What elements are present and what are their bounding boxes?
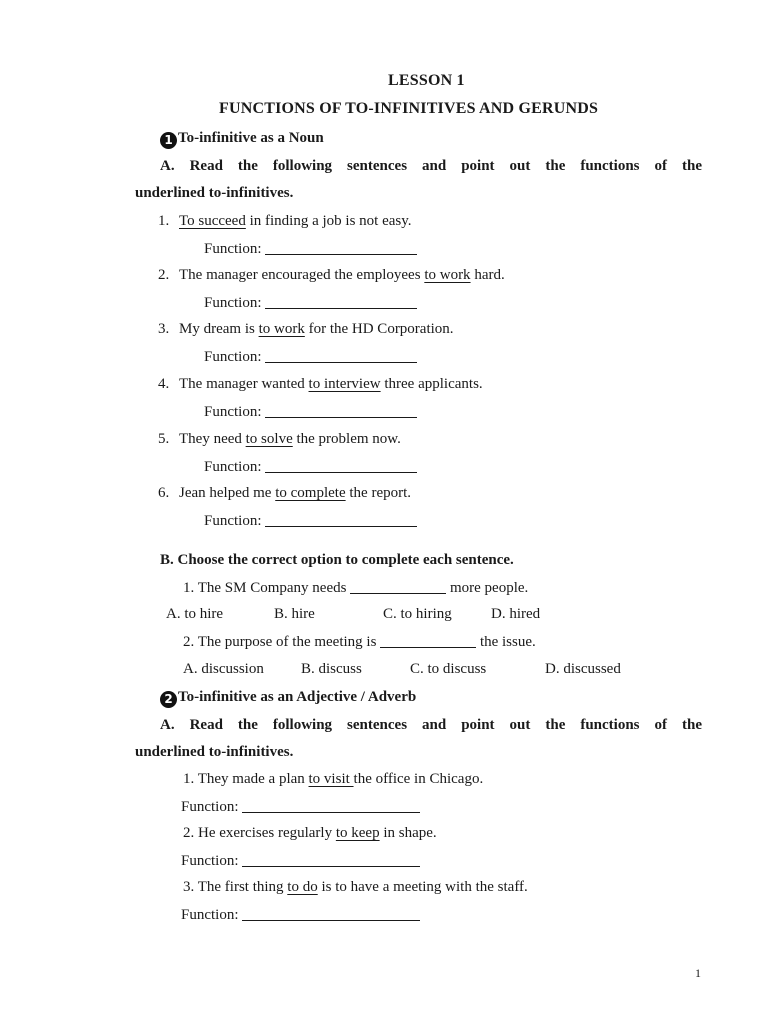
item-text-after: in finding a job is not easy. [245, 213, 412, 229]
page-number: 1 [695, 966, 701, 980]
section2-number-badge: 2 [160, 691, 177, 708]
mc-question-text-after: more people. [446, 580, 529, 596]
section1-partB-instruction: B. Choose the correct option to complete each sentence. [160, 552, 514, 568]
item-text-before: 3. The first thing [183, 879, 288, 895]
lesson-title: LESSON 1 [388, 72, 465, 89]
mc-option-d[interactable]: D. discussed [545, 661, 621, 677]
function-answer-blank[interactable] [265, 348, 417, 363]
function-label: Function: [204, 404, 262, 420]
function-answer-blank[interactable] [265, 403, 417, 418]
mc-option-a[interactable]: A. discussion [183, 661, 264, 677]
function-label: Function: [204, 295, 262, 311]
item-text-before: The manager wanted [179, 376, 309, 392]
mc-option-a[interactable]: A. to hire [166, 606, 224, 622]
mc-option-b[interactable]: B. discuss [301, 661, 362, 677]
item-number: 5. [158, 431, 170, 447]
section1-partA-instruction-line1: A. Read the following sentences and point out the functions of the [160, 158, 702, 174]
underlined-infinitive: to keep [335, 825, 380, 841]
section1-heading-text: To-infinitive as a Noun [178, 130, 324, 146]
section2-heading [160, 689, 416, 708]
question-item [158, 376, 483, 393]
function-answer-row [204, 403, 417, 421]
function-answer-row [204, 348, 417, 366]
mc-question-text-after: the issue. [476, 634, 536, 650]
section2-partA-instruction-line2: underlined to-infinitives. [135, 744, 294, 760]
question-item [183, 771, 483, 788]
item-text-after: for the HD Corporation. [304, 321, 454, 337]
item-text-after: three applicants. [380, 376, 483, 392]
function-answer-blank[interactable] [242, 852, 420, 867]
underlined-infinitive: to complete [275, 485, 346, 501]
item-text-after: hard. [470, 267, 505, 283]
item-text-after: the report. [345, 485, 412, 501]
underlined-infinitive: to visit [308, 771, 354, 787]
mc-question-text-before: 2. The purpose of the meeting is [183, 634, 381, 650]
mc-option-d[interactable]: D. hired [491, 606, 541, 622]
function-answer-blank[interactable] [265, 240, 417, 255]
item-text-before: They need [179, 431, 246, 447]
mc-question-text-before: 1. The SM Company needs [183, 580, 351, 596]
function-label: Function: [204, 349, 262, 365]
function-label: Function: [204, 513, 262, 529]
mc-option-c[interactable]: C. to hiring [383, 606, 452, 622]
item-text-after: in shape. [379, 825, 437, 841]
underlined-infinitive: to do [287, 879, 318, 895]
item-number: 3. [158, 321, 170, 337]
question-item [183, 879, 528, 896]
function-label: Function: [181, 853, 239, 869]
function-label: Function: [204, 459, 262, 475]
item-number: 2. [158, 267, 170, 283]
item-text-before: My dream is [179, 321, 259, 337]
underlined-infinitive: to work [258, 321, 305, 337]
question-item [158, 321, 454, 338]
section1-number-badge: 1 [160, 132, 177, 149]
question-item [158, 213, 412, 230]
function-answer-row [181, 906, 420, 924]
question-item [158, 485, 411, 502]
main-title: FUNCTIONS OF TO-INFINITIVES AND GERUNDS [219, 100, 599, 117]
mc-question-1 [183, 579, 528, 597]
function-answer-row [204, 458, 417, 476]
section2-heading-text: To-infinitive as an Adjective / Adverb [178, 689, 417, 705]
underlined-infinitive: to interview [308, 376, 381, 392]
question-item [158, 431, 401, 448]
function-answer-row [181, 798, 420, 816]
item-text-after: the problem now. [292, 431, 401, 447]
function-answer-blank[interactable] [242, 906, 420, 921]
mc-answer-blank[interactable] [350, 579, 446, 594]
mc-option-b[interactable]: B. hire [274, 606, 315, 622]
underlined-infinitive: To succeed [179, 213, 246, 229]
item-text-before: 1. They made a plan [183, 771, 309, 787]
function-answer-blank[interactable] [265, 458, 417, 473]
section1-heading [160, 130, 324, 149]
function-answer-blank[interactable] [265, 294, 417, 309]
question-item [183, 825, 437, 842]
function-label: Function: [204, 241, 262, 257]
section2-partA-instruction-line1: A. Read the following sentences and point out the functions of the [160, 717, 702, 733]
underlined-infinitive: to work [424, 267, 471, 283]
question-item [158, 267, 505, 284]
function-answer-row [181, 852, 420, 870]
function-label: Function: [181, 907, 239, 923]
function-answer-row [204, 512, 417, 530]
item-text-after: is to have a meeting with the staff. [317, 879, 528, 895]
item-text-before: Jean helped me [179, 485, 276, 501]
item-text-before: The manager encouraged the employees [179, 267, 425, 283]
mc-question-2 [183, 633, 536, 651]
function-answer-blank[interactable] [265, 512, 417, 527]
section1-partA-instruction-line2: underlined to-infinitives. [135, 185, 294, 201]
underlined-infinitive: to solve [245, 431, 293, 447]
item-number: 6. [158, 485, 170, 501]
function-answer-blank[interactable] [242, 798, 420, 813]
function-answer-row [204, 240, 417, 258]
function-label: Function: [181, 799, 239, 815]
item-text-before: 2. He exercises regularly [183, 825, 336, 841]
mc-answer-blank[interactable] [380, 633, 476, 648]
item-text-after: the office in Chicago. [353, 771, 484, 787]
function-answer-row [204, 294, 417, 312]
mc-option-c[interactable]: C. to discuss [410, 661, 487, 677]
item-number: 4. [158, 376, 170, 392]
item-number: 1. [158, 213, 170, 229]
